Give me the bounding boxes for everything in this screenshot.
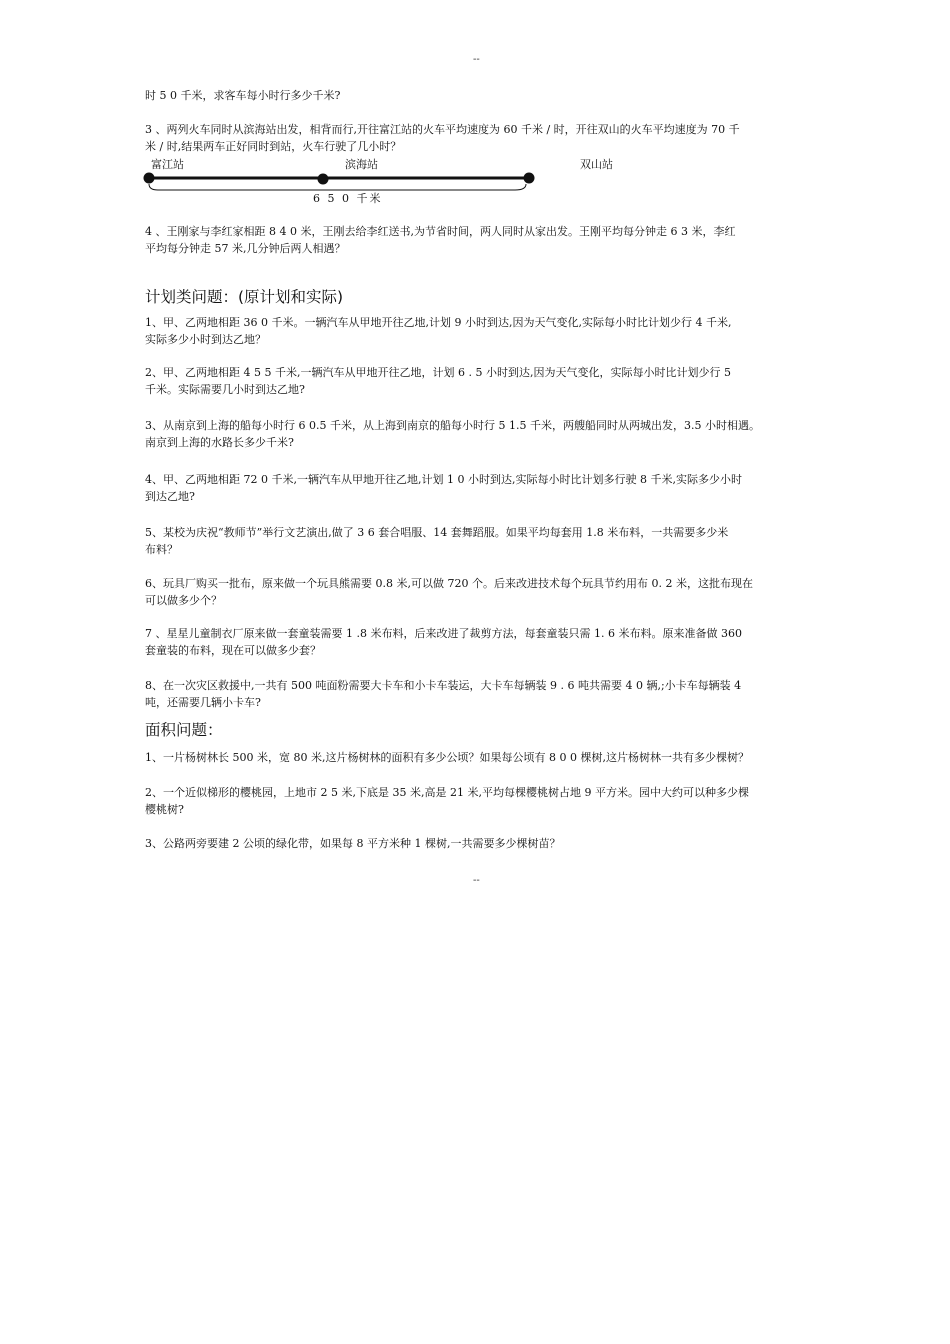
plan-item-line: 布料？ xyxy=(145,543,178,556)
route-line-svg xyxy=(0,165,950,225)
intro-paragraph xyxy=(145,87,825,104)
area-item-1 xyxy=(145,749,825,766)
plan-item-line: 可以做多少个？ xyxy=(145,594,222,607)
area-item-line: 3、公路两旁要建 2 公顷的绿化带，如果每 8 平方米种 1 棵树,一共需要多少棵树苗？ xyxy=(145,837,561,850)
plan-item-5 xyxy=(145,524,825,558)
question-4 xyxy=(145,223,825,257)
section-area-title: 面积问题： xyxy=(145,721,223,739)
plan-item-line: 2、甲、乙两地相距 4 5 5 千米,一辆汽车从甲地开往乙地，计划 6 . 5 小时到达,因为天气变化，实际每小时比计划少行 5 xyxy=(145,366,731,379)
plan-item-line: 1、甲、乙两地相距 36 0 千米。一辆汽车从甲地开往乙地,计划 9 小时到达,因为天气变化,实际每小时比计划少行 4 千米, xyxy=(145,316,732,329)
station-fujiang-label: 富江站 xyxy=(151,158,184,171)
area-item-line: 2、一个近似梯形的樱桃园，上地市 2 5 米,下底是 35 米,高是 21 米,平均每棵樱桃树占地 9 平方米。园中大约可以种多少棵 xyxy=(145,786,749,799)
plan-item-line: 3、从南京到上海的船每小时行 6 0.5 千米，从上海到南京的船每小时行 5 1.5 千米，两艘船同时从两城出发，3.5 小时相遇。 xyxy=(145,419,760,432)
question-3-line-1: 3 、两列火车同时从滨海站出发，相背而行,开往富江站的火车平均速度为 60 千米 / 时，开往双山的火车平均速度为 70 千 xyxy=(145,123,740,136)
station-shuangshan-dot xyxy=(524,173,535,184)
station-shuangshan-label: 双山站 xyxy=(580,158,613,171)
plan-item-8 xyxy=(145,677,825,711)
question-3-line-2: 米 / 时,结果两车正好同时到站，火车行驶了几小时？ xyxy=(145,140,402,153)
area-item-line: 樱桃树? xyxy=(145,803,184,816)
question-3 xyxy=(145,121,825,155)
plan-item-line: 吨，还需要几辆小卡车? xyxy=(145,696,261,709)
station-binhai-dot xyxy=(318,174,329,185)
question-4-line-1: 4 、王刚家与李红家相距 8 4 0 米，王刚去给李红送书,为节省时间，两人同时从家出发。王刚平均每分钟走 6 3 米，李红 xyxy=(145,225,736,238)
question-4-line-2: 平均每分钟走 57 米,几分钟后两人相遇？ xyxy=(145,242,346,255)
page-header-marker: -- xyxy=(473,54,480,65)
page-footer-marker: -- xyxy=(473,875,480,886)
plan-item-6 xyxy=(145,575,825,609)
area-item-line: 1、一片杨树林长 500 米，宽 80 米,这片杨树林的面积有多少公顷？如果每公顷有 8 0 0 棵树,这片杨树林一共有多少棵树？ xyxy=(145,751,749,764)
plan-item-2 xyxy=(145,364,825,398)
area-item-3 xyxy=(145,835,825,852)
plan-item-line: 南京到上海的水路长多少千米? xyxy=(145,436,294,449)
plan-item-line: 7 、星星儿童制衣厂原来做一套童装需要 1 .8 米布料，后来改进了裁剪方法，每套童装只需 1. 6 米布料。原来准备做 360 xyxy=(145,627,742,640)
plan-item-line: 6、玩具厂购买一批布，原来做一个玩具熊需要 0.8 米,可以做 720 个。后来改进技术每个玩具节约用布 0. 2 米，这批布现在 xyxy=(145,577,753,590)
plan-item-line: 到达乙地? xyxy=(145,490,195,503)
distance-label: 6 5 0 千米 xyxy=(313,192,383,205)
section-plan-title: 计划类问题：(原计划和实际) xyxy=(145,288,344,306)
plan-item-line: 套童装的布料，现在可以做多少套？ xyxy=(145,644,321,657)
plan-item-4 xyxy=(145,471,825,505)
area-item-2 xyxy=(145,784,825,818)
station-fujiang-dot xyxy=(144,173,155,184)
plan-item-1 xyxy=(145,314,825,348)
plan-item-line: 4、甲、乙两地相距 72 0 千米,一辆汽车从甲地开往乙地,计划 1 0 小时到达,实际每小时比计划多行驶 8 千米,实际多少小时 xyxy=(145,473,742,486)
plan-item-3 xyxy=(145,417,825,451)
plan-item-7 xyxy=(145,625,825,659)
intro-line: 时 5 0 千米，求客车每小时行多少千米? xyxy=(145,89,341,102)
plan-item-line: 千米。实际需要几小时到达乙地? xyxy=(145,383,305,396)
station-binhai-label: 滨海站 xyxy=(345,158,378,171)
plan-item-line: 8、在一次灾区救援中,一共有 500 吨面粉需要大卡车和小卡车装运，大卡车每辆装 9 . 6 吨共需要 4 0 辆,;小卡车每辆装 4 xyxy=(145,679,742,692)
plan-item-line: 5、某校为庆祝“教师节”举行文艺演出,做了 3 6 套合唱服、14 套舞蹈服。如果平均每套用 1.8 米布料，一共需要多少米 xyxy=(145,526,729,539)
plan-item-line: 实际多少小时到达乙地？ xyxy=(145,333,266,346)
